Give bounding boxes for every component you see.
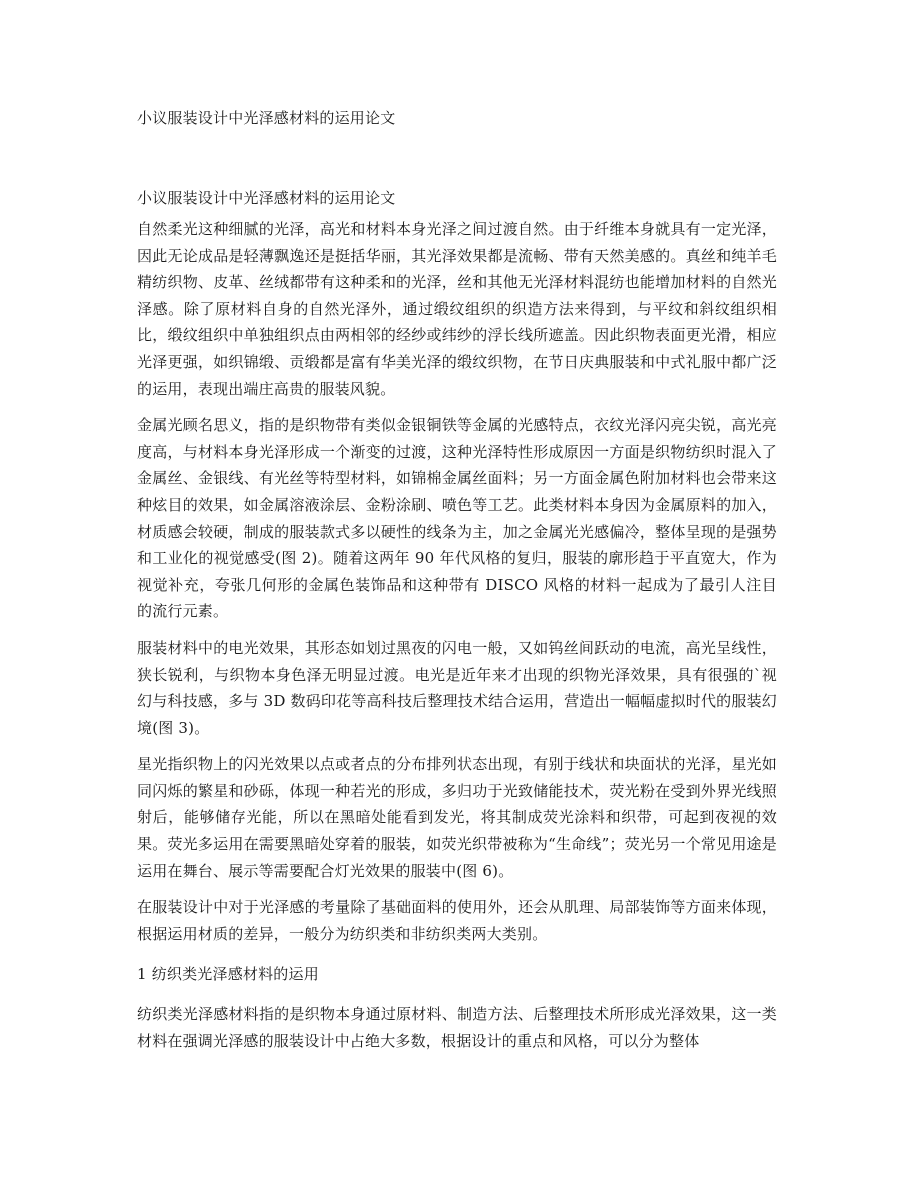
- paragraph-textile-materials: 纺织类光泽感材料指的是织物本身通过原材料、制造方法、后整理技术所形成光泽效果，这一类材料在强调光泽感的服装设计中占绝大多数，根据设计的重点和风格，可以分为整体: [137, 1005, 777, 1051]
- document-page: [137, 96, 777, 1065]
- paragraph-natural-soft-light: 自然柔光这种细腻的光泽，高光和材料本身光泽之间过渡自然。由于纤维本身就具有一定光泽，因此无论成品是轻薄飘逸还是挺括华丽，其光泽效果都是流畅、带有天然美感的。真丝和纯羊毛精纺织物、皮革、丝绒都带有这种柔和的光泽，丝和其他无光泽材料混纺也能增加材料的自然光泽感。除了原材料自身的自然光泽外，通过缎纹组织的织造方法来得到，与平纹和斜纹组织相比，缎纹组织中单独组织点由两相邻的经纱或纬纱的浮长线所遮盖。因此织物表面更光滑，相应光泽更强，如织锦缎、贡缎都是富有华美光泽的缎纹织物，在节日庆典服装和中式礼服中都广泛的运用，表现出端庄高贵的服装风貌。: [137, 220, 777, 398]
- paragraph-star-light: 星光指织物上的闪光效果以点或者点的分布排列状态出现，有别于线状和块面状的光泽，星光如同闪烁的繁星和砂砾，体现一种若光的形成，多归功于光致储能技术，荧光粉在受到外界光线照射后，能够储存光能，所以在黑暗处能看到发光，将其制成荧光涂料和织带，可起到夜视的效果。荧光多运用在需要黑暗处穿着的服装，如荧光织带被称为“生命线”；荧光另一个常见用途是运用在舞台、展示等需要配合灯光效果的服装中(图 6)。: [137, 755, 777, 880]
- section-heading: 1 纺织类光泽感材料的运用: [137, 965, 319, 984]
- paragraph-metallic-light: 金属光顾名思义，指的是织物带有类似金银铜铁等金属的光感特点，衣纹光泽闪亮尖锐，高光亮度高，与材料本身光泽形成一个渐变的过渡，这种光泽特性形成原因一方面是织物纺织时混入了金属丝、金银线、有光丝等特型材料，如锦棉金属丝面料；另一方面金属色附加材料也会带来这种炫目的效果，如金属溶液涂层、金粉涂刷、喷色等工艺。此类材料本身因为金属原料的加入，材质感会较硬，制成的服装款式多以硬性的线条为主，加之金属光光感偏冷，整体呈现的是强势和工业化的视觉感受(图 2)。随着这两年 90 年代风格的复归，服装的廓形趋于平直宽大，作为视觉补充，夸张几何形的金属色装饰品和这种带有 DISCO 风格的材料一起成为了最引人注目的流行元素。: [137, 416, 777, 621]
- document-title: 小议服装设计中光泽感材料的运用论文: [137, 109, 396, 127]
- paragraph-electric-light: 服装材料中的电光效果，其形态如划过黑夜的闪电一般，又如钨丝间跃动的电流，高光呈线性，狭长锐利，与织物本身色泽无明显过渡。电光是近年来才出现的织物光泽效果，具有很强的`视幻与科技感，多与 3D 数码印花等高科技后整理技术结合运用，营造出一幅幅虚拟时代的服装幻境(图 3)。: [137, 638, 777, 737]
- paragraph-design-considerations: 在服装设计中对于光泽感的考量除了基础面料的使用外，还会从肌理、局部装饰等方面来体现，根据运用材质的差异，一般分为纺织类和非纺织类两大类别。: [137, 898, 777, 943]
- document-subtitle: 小议服装设计中光泽感材料的运用论文: [137, 189, 396, 207]
